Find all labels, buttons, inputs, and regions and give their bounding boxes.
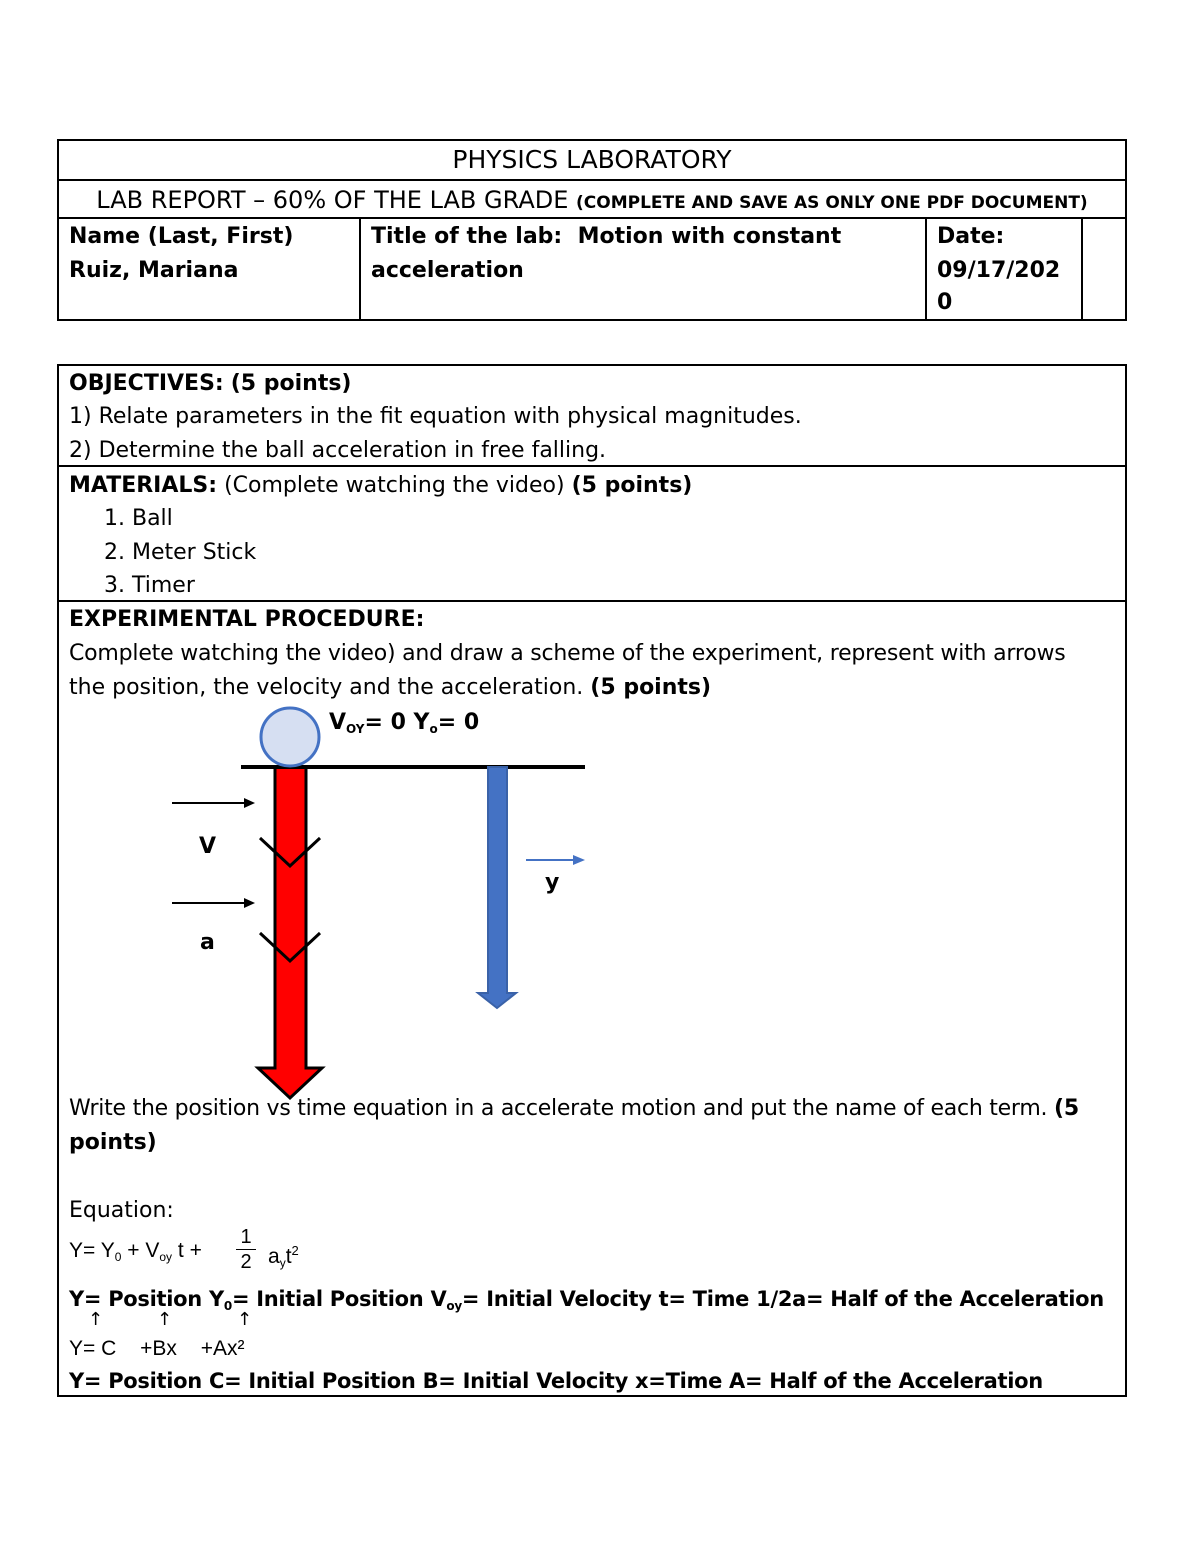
equation: [69, 1234, 202, 1274]
eq-a: a: [268, 1245, 280, 1268]
eq-sup2: 2: [291, 1243, 299, 1258]
eq-y: Y= Y: [69, 1239, 115, 1262]
objectives-points: (5 points): [230, 371, 352, 396]
up-arrow-3: ↑: [237, 1309, 253, 1330]
up-arrow-2: ↑: [157, 1309, 173, 1330]
date-value-line1: 09/17/202: [937, 258, 1061, 283]
up-arrow-1: ↑: [88, 1309, 104, 1330]
procedure-heading: EXPERIMENTAL PROCEDURE:: [69, 607, 425, 632]
name-label: Name (Last, First): [69, 224, 294, 249]
lab-title-line2: acceleration: [371, 258, 524, 283]
y-pointer-head: [573, 855, 585, 865]
fit-bx: +Bx: [140, 1337, 177, 1360]
fraction-bar: [236, 1249, 256, 1250]
init-eq: = 0 Y: [364, 710, 430, 735]
subtitle-note: (COMPLETE AND SAVE AS ONLY ONE PDF DOCUMENT): [576, 193, 1088, 213]
fit-y: Y= C: [69, 1337, 117, 1360]
acceleration-label: a: [200, 930, 215, 955]
fit-equation: [69, 1332, 245, 1366]
init-eq2: = 0: [437, 710, 480, 735]
init-y-sub: o: [429, 722, 438, 736]
terms-sub0: 0: [223, 1299, 232, 1313]
materials-title: MATERIALS:: [69, 473, 218, 498]
velocity-label: V: [199, 834, 217, 859]
equation-label: Equation:: [69, 1198, 174, 1223]
eq-t: t +: [172, 1239, 202, 1262]
fraction-numerator: 1: [240, 1226, 252, 1248]
question-line2: points): [69, 1130, 157, 1155]
lab-title-label: Title of the lab:: [371, 224, 563, 249]
name-value: Ruiz, Mariana: [69, 258, 239, 283]
fit-terms-line: Y= Position C= Initial Position B= Initial Velocity x=Time A= Half of the Acceleration: [69, 1369, 1043, 1393]
objectives-title: OBJECTIVES:: [69, 371, 224, 396]
a-pointer-head: [244, 898, 255, 908]
materials-points: (5 points): [571, 473, 693, 498]
objective-item-2: 2) Determine the ball acceleration in free falling.: [69, 438, 607, 463]
subtitle-main: LAB REPORT – 60% OF THE LAB GRADE: [96, 186, 569, 214]
fraction-denominator: 2: [240, 1251, 252, 1273]
eq-sub-oy: oy: [159, 1250, 173, 1264]
eq-t2: t: [285, 1245, 292, 1268]
red-position-arrow: [258, 767, 322, 1098]
objective-item-1: 1) Relate parameters in the fit equation with physical magnitudes.: [69, 404, 802, 429]
procedure-line1: Complete watching the video) and draw a scheme of the experiment, represent with arrows: [69, 641, 1066, 666]
ball: [261, 708, 319, 766]
material-item-1: 1. Ball: [104, 506, 173, 531]
lab-title-value: Motion with constant: [577, 224, 842, 249]
terms-part3: = Initial Velocity t= Time 1/2a= Half of the Acceleration: [461, 1287, 1104, 1311]
eq-sub-y: y: [279, 1256, 286, 1270]
materials-note: (Complete watching the video): [224, 473, 565, 498]
question-line1: [69, 1092, 1079, 1126]
eq-v: + V: [121, 1239, 160, 1262]
procedure-line2-text: the position, the velocity and the acceleration.: [69, 675, 584, 700]
blue-y-arrow: [478, 767, 516, 1008]
terms-line: [69, 1282, 1104, 1323]
terms-part2: = Initial Position V: [231, 1287, 447, 1311]
question-text: Write the position vs time equation in a accelerate motion and put the name of each term.: [69, 1096, 1048, 1121]
position-label: y: [545, 870, 560, 895]
material-item-3: 3. Timer: [104, 573, 195, 598]
date-value-line2: 0: [937, 290, 953, 315]
question-points-1: (5: [1054, 1096, 1079, 1121]
init-v: V: [329, 710, 347, 735]
equation-fraction: [236, 1226, 256, 1273]
eq-sub0: 0: [114, 1250, 122, 1264]
procedure-points: (5 points): [590, 675, 712, 700]
initial-conditions-label: [329, 706, 479, 746]
v-pointer-head: [244, 798, 255, 808]
fit-ax2: +Ax²: [200, 1337, 245, 1360]
material-item-2: 2. Meter Stick: [104, 540, 257, 565]
terms-sub-oy: oy: [446, 1299, 462, 1313]
equation-tail: [268, 1234, 299, 1280]
date-label: Date:: [937, 224, 1005, 249]
init-v-sub: OY: [346, 722, 365, 736]
terms-part1: Y= Position Y: [69, 1287, 224, 1311]
page-title: PHYSICS LABORATORY: [452, 145, 732, 174]
